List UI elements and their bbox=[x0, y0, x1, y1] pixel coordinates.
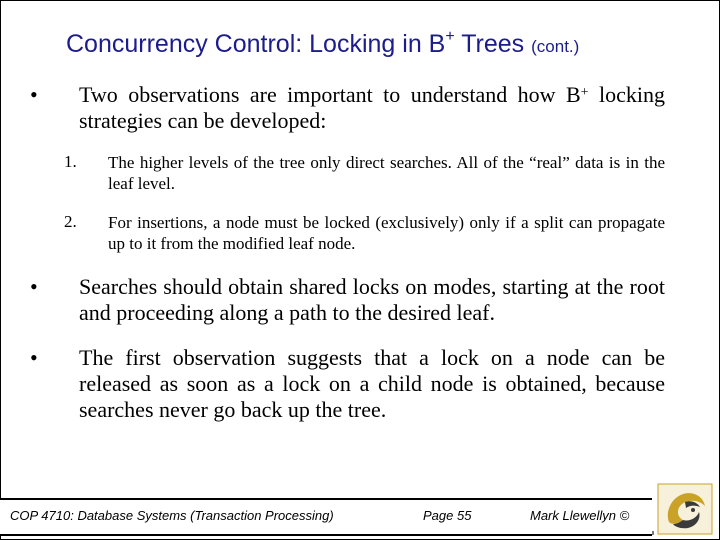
footer-course: COP 4710: Database Systems (Transaction Processing) bbox=[10, 508, 334, 523]
bullet-1-text-a: Two observations are important to understand how B bbox=[79, 82, 581, 107]
bullet-marker-3: • bbox=[30, 345, 38, 370]
bullet-2-text: Searches should obtain shared locks on modes, starting at the root and proceeding along a path to the desired leaf. bbox=[79, 274, 665, 325]
bullet-1-text-b: locking strategies can be developed: bbox=[79, 82, 665, 133]
sub-item-2-number: 2. bbox=[64, 212, 77, 231]
title-superscript: + bbox=[445, 28, 455, 45]
slide-title bbox=[66, 30, 706, 59]
bullet-1-superscript: + bbox=[580, 85, 589, 100]
sub-item-1-number: 1. bbox=[64, 152, 77, 171]
bullet-marker-1: • bbox=[30, 82, 38, 107]
bullet-3-text: The first observation suggests that a lock on a node can be released as soon as a lock on a child node is obtained, because searches never go back up the tree. bbox=[79, 345, 665, 422]
title-main: Concurrency Control: Locking in B bbox=[66, 30, 446, 58]
sub-item-2-text: For insertions, a node must be locked (exclusively) only if a split can propagate up to it from the modified leaf node. bbox=[108, 213, 665, 253]
ucf-pegasus-logo-icon bbox=[655, 482, 715, 536]
footer-author: Mark Llewellyn © bbox=[530, 508, 630, 523]
bullet-marker-2: • bbox=[30, 274, 38, 299]
sub-item-1-text: The higher levels of the tree only direct searches. All of the “real” data is in the leaf level. bbox=[108, 153, 665, 193]
footer-page-number: Page 55 bbox=[423, 508, 472, 523]
bullet-1-text bbox=[79, 82, 665, 134]
title-cont: (cont.) bbox=[531, 37, 580, 56]
title-end: Trees bbox=[454, 30, 532, 58]
